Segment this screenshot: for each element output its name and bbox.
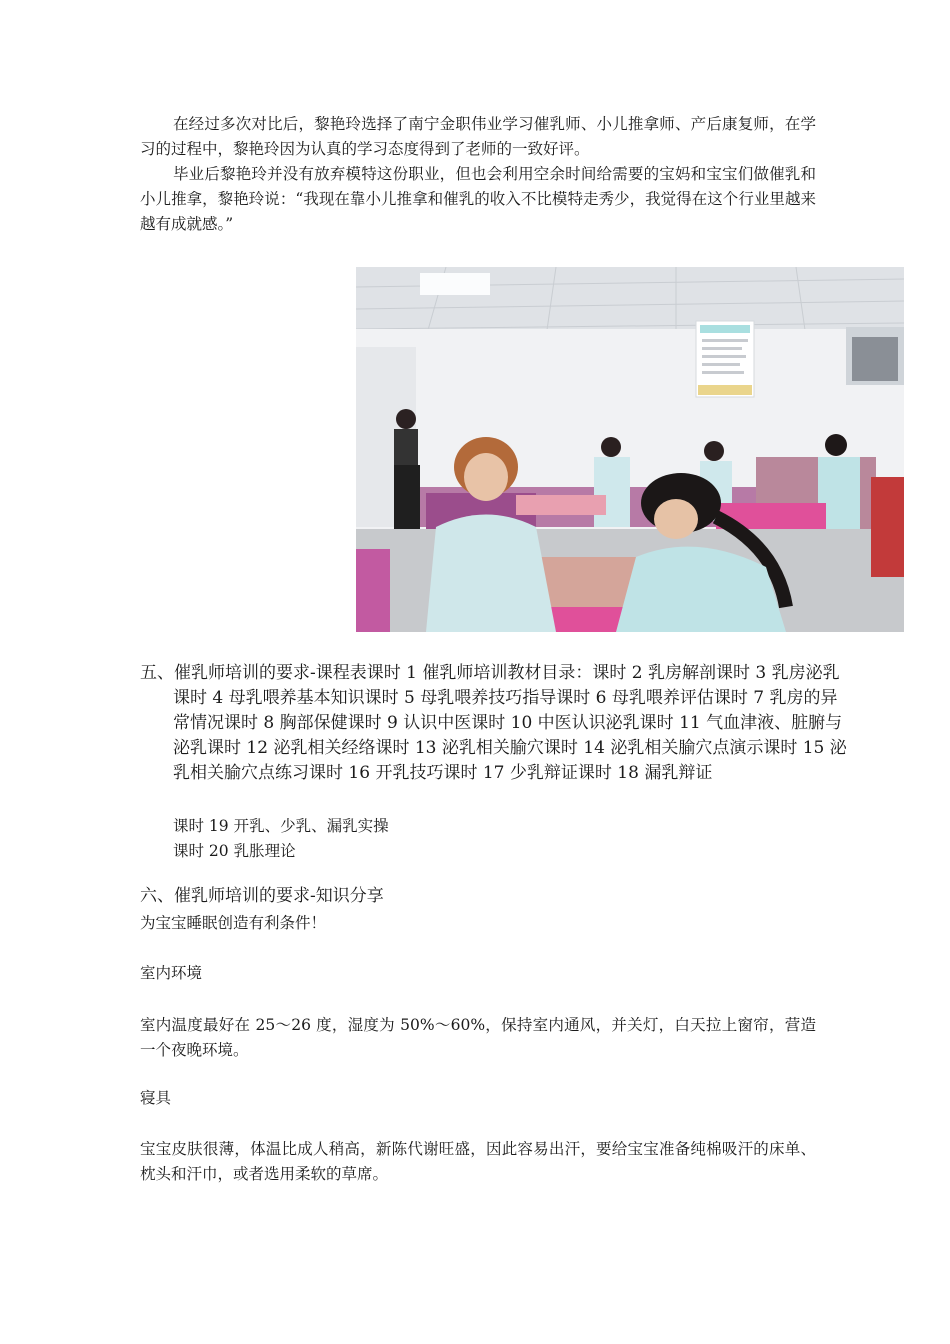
- section-6-heading: 六、催乳师培训的要求-知识分享: [140, 886, 384, 906]
- indoor-environment-title: 室内环境: [140, 964, 203, 982]
- paragraph-1: 在经过多次对比后，黎艳玲选择了南宁金职伟业学习催乳师、小儿推拿师、产后康复师，在学习的过程中，黎艳玲因为认真的学习态度得到了老师的一致好评。: [140, 115, 816, 158]
- training-class-photo: [356, 267, 904, 632]
- bedding-title: 寝具: [140, 1089, 172, 1107]
- bedding-text: 宝宝皮肤很薄，体温比成人稍高，新陈代谢旺盛，因此容易出汗，要给宝宝准备纯棉吸汗的床单、枕头和汗巾，或者选用柔软的草席。: [140, 1140, 816, 1183]
- photo-illustration: [356, 267, 904, 632]
- sleep-intro: 为宝宝睡眠创造有利条件！: [140, 914, 327, 932]
- section-5-heading: 五、催乳师培训的要求-课程表课时 1 催乳师培训教材目录：课时 2 乳房解剖课时 3 乳房泌乳课时 4 母乳喂养基本知识课时 5 母乳喂养技巧指导课时 6 母乳喂养评估课时 7 乳房的异常情况课时 8 胸部保健课时 9 认识中医课时 10 中医认识泌乳课时 11 气血津液、脏腑与泌乳课时 12 泌乳相关经络课时 13 泌乳相关腧穴课时 14 泌乳相关腧穴点演示课时 15 泌乳相关腧穴点练习课时 16 开乳技巧课时 17 少乳辩证课时 18 漏乳辩证: [140, 663, 847, 783]
- lesson-20: 课时 20 乳胀理论: [173, 842, 296, 860]
- paragraph-2: 毕业后黎艳玲并没有放弃模特这份职业，但也会利用空余时间给需要的宝妈和宝宝们做催乳和小儿推拿，黎艳玲说：“我现在靠小儿推拿和催乳的收入不比模特走秀少，我觉得在这个行业里越来越有成就感。”: [140, 165, 816, 233]
- lesson-19: 课时 19 开乳、少乳、漏乳实操: [173, 817, 389, 835]
- indoor-environment-text: 室内温度最好在 25～26 度，湿度为 50%～60%，保持室内通风，并关灯，白天拉上窗帘，营造一个夜晚环境。: [140, 1016, 816, 1059]
